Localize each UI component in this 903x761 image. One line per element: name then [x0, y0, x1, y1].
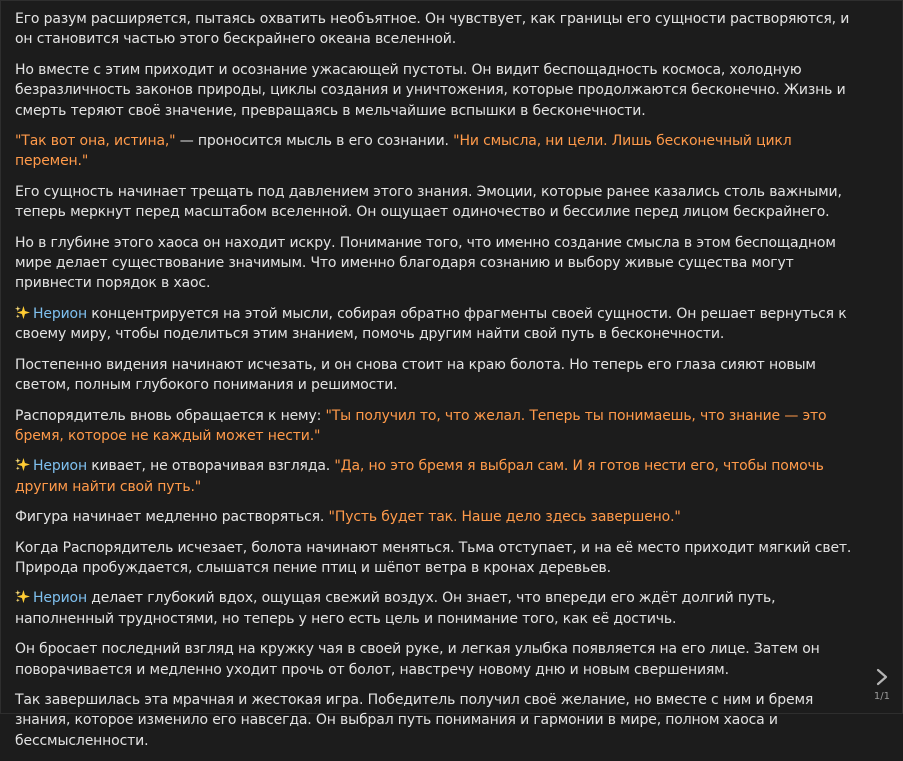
chevron-right-icon[interactable] — [875, 667, 889, 687]
speech-quote: "Ты получил то, что желал. Теперь ты понимаешь, что знание — это бремя, которое не каждый может нести." — [15, 407, 827, 444]
character-name: Нерион — [33, 458, 87, 475]
narration: Распорядитель вновь обращается к нему: — [15, 407, 326, 424]
paragraph: Его сущность начинает трещать под давлением этого знания. Эмоции, которые ранее казались столь важными, теперь меркнут перед масштабом вселенной. Он ощущает одиночество и бессилие перед лицом бескрайнего. — [15, 183, 842, 221]
paragraph: Когда Распорядитель исчезает, болота начинают меняться. Тьма отступает, и на её место приходит мягкий свет. Природа пробуждается, слышатся пение птиц и шёпот ветра в кронах деревьев. — [15, 539, 852, 576]
sparkles-icon — [15, 589, 30, 604]
sparkles-icon — [15, 457, 30, 472]
speech-quote: "Да, но это бремя я выбрал сам. И я готов нести его, чтобы помочь другим найти свой путь." — [15, 458, 824, 495]
narration: Фигура начинает медленно растворяться. — [15, 509, 329, 526]
paragraph: Но вместе с этим приходит и осознание ужасающей пустоты. Он видит беспощадность космоса, холодную безразличность законов природы, циклы создания и уничтожения, которые продолжаются бесконечно. Жизнь и смерть теряют своё значение, превращаясь в мельчайшие вспышки в бесконечности. — [15, 61, 846, 119]
character-name: Нерион — [33, 590, 87, 607]
narration: — проносится мысль в его сознании. — [175, 133, 454, 150]
speech-quote: "Так вот она, истина," — [15, 133, 176, 150]
paragraph — [15, 588, 860, 629]
sparkles-icon — [15, 305, 30, 320]
character-name: Нерион — [33, 305, 87, 322]
narration: кивает, не отворачивая взгляда. — [86, 458, 335, 475]
paragraph: Но в глубине этого хаоса он находит искру. Понимание того, что именно создание смысла в этом беспощадном мире делает существование значимым. Что именно благодаря сознанию и выбору живые существа могут привнести порядок в хаос. — [15, 234, 836, 292]
narration: концентрируется на этой мысли, собирая обратно фрагменты своей сущности. Он решает вернуться к своему миру, чтобы поделиться этим знанием, помочь другим найти свой путь в бесконечности. — [15, 305, 847, 343]
paragraph — [15, 131, 860, 172]
paragraph: Так завершилась эта мрачная и жестокая игра. Победитель получил своё желание, но вместе с ним и бремя знания, которое изменило его навсегда. Он выбрал путь понимания и гармонии в мире, полном хаоса и бессмысленности. — [15, 691, 814, 749]
paragraph — [15, 406, 860, 447]
speech-quote: "Ни смысла, ни цели. Лишь бесконечный цикл перемен." — [15, 133, 792, 170]
paragraph: Он бросает последний взгляд на кружку чая в своей руке, и легкая улыбка появляется на его лице. Затем он поворачивается и медленно уходит прочь от болот, навстречу новому дню и новым свершениям. — [15, 641, 820, 678]
paragraph: Его разум расширяется, пытаясь охватить необъятное. Он чувствует, как границы его сущности растворяются, и он становится частью этого бескрайнего океана вселенной. — [15, 11, 850, 48]
paragraph: Постепенно видения начинают исчезать, и он снова стоит на краю болота. Но теперь его глаза сияют новым светом, полным глубокого понимания и решимости. — [15, 356, 816, 394]
narration: делает глубокий вдох, ощущая свежий воздух. Он знает, что впереди его ждёт долгий путь, наполненный трудностями, но теперь у него есть цель и понимание того, как её достичь. — [15, 590, 776, 627]
speech-quote: "Пусть будет так. Наше дело здесь завершено." — [328, 509, 681, 526]
paragraph — [15, 304, 860, 345]
page-counter: 1/1 — [873, 691, 890, 702]
paragraph — [15, 507, 860, 527]
paragraph — [15, 456, 860, 497]
story-text — [15, 9, 860, 761]
